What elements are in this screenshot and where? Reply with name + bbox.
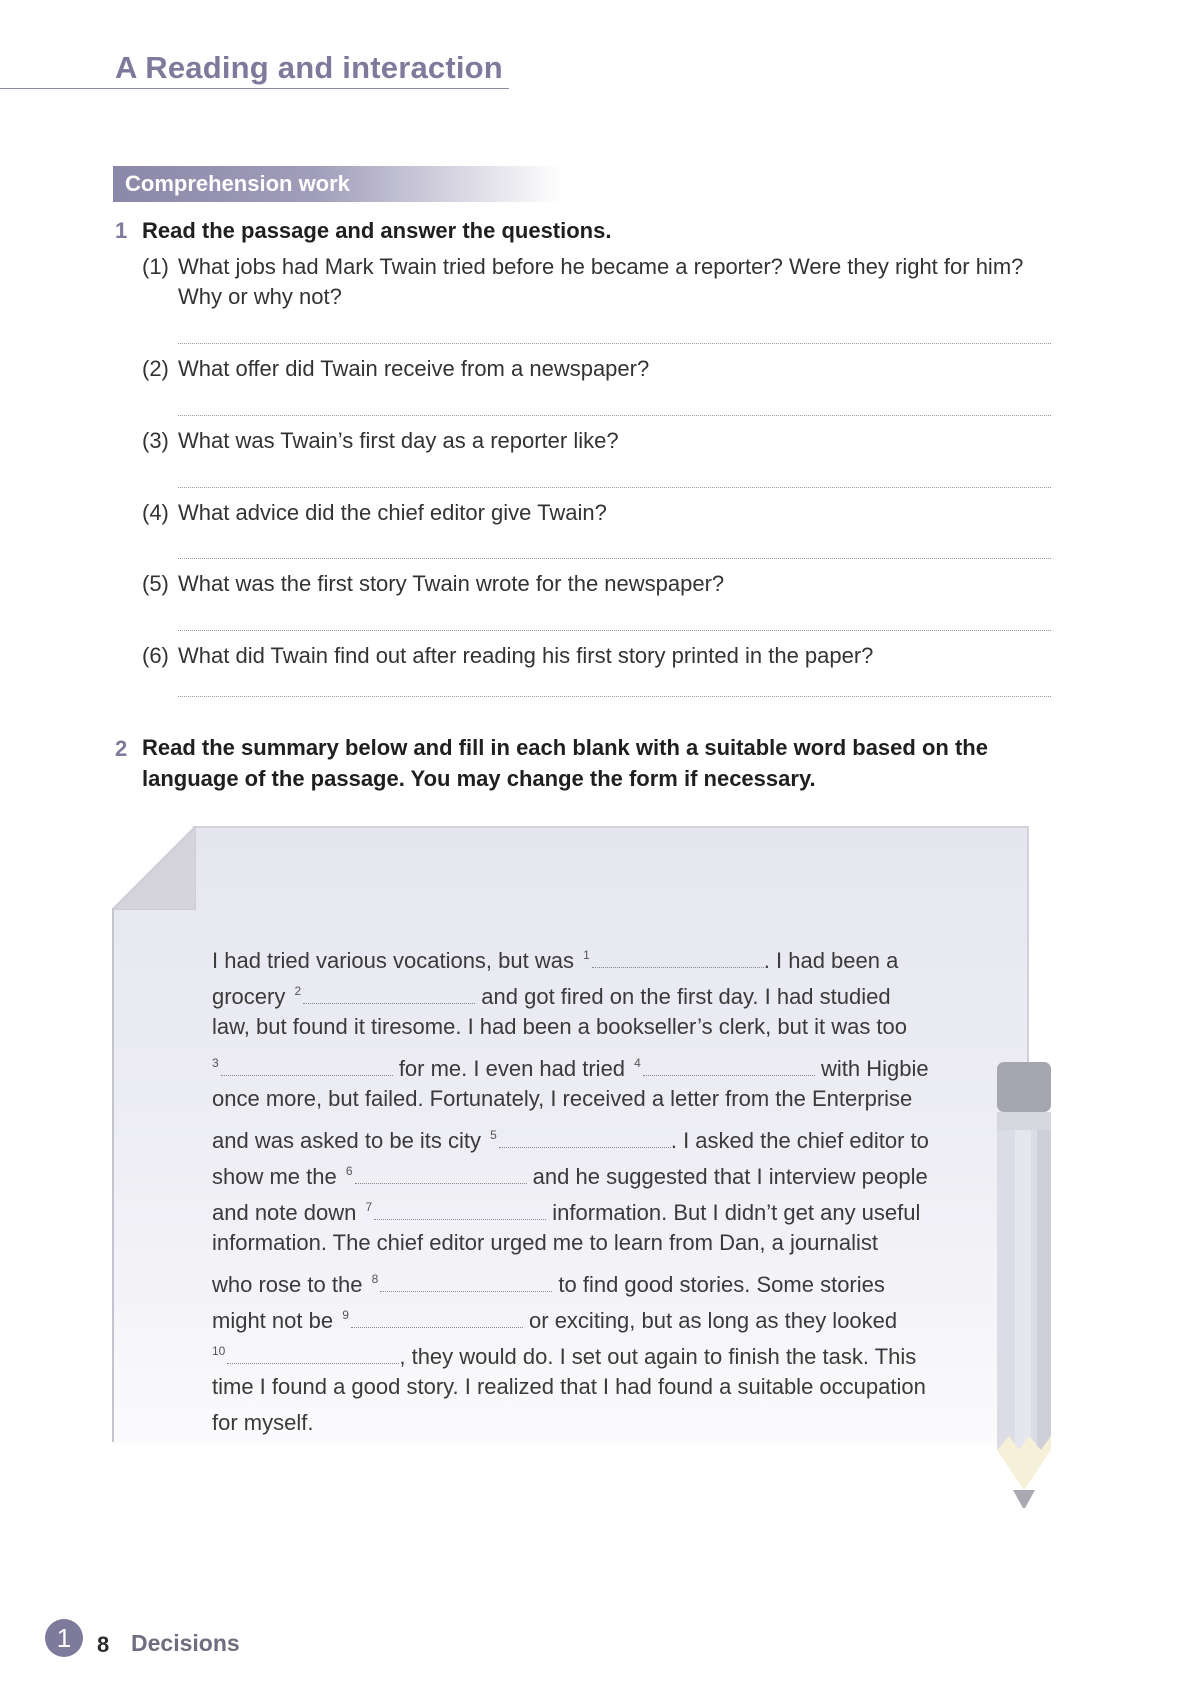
summary-line: grocery $^2$ and got fired on the first day. I had studied	[212, 984, 891, 1009]
summary-line: show me the $^6$ and he suggested that I interview people	[212, 1164, 928, 1189]
question-text: What was the first story Twain wrote for the newspaper?	[178, 571, 725, 596]
summary-line: for myself.	[212, 1410, 314, 1435]
blank-number: 6	[345, 1164, 353, 1178]
blank-8[interactable]	[380, 1273, 552, 1292]
blank-10[interactable]	[227, 1345, 399, 1364]
summary-line: who rose to the $^8$ to find good stories. Some stories	[212, 1272, 885, 1297]
question-text: What jobs had Mark Twain tried before he became a reporter? Were they right for him? Why or why not?	[178, 254, 1024, 309]
blank-1[interactable]	[592, 949, 764, 968]
answer-line-4[interactable]	[178, 558, 1051, 559]
task1-instruction: Read the passage and answer the questions.	[142, 218, 612, 243]
blank-5[interactable]	[499, 1129, 671, 1148]
summary-line: might not be $^9$ or exciting, but as long as they looked	[212, 1308, 898, 1333]
summary-line: $^3$ for me. I even had tried $^4$ with Higbie	[212, 1056, 929, 1081]
question-number: (1)	[142, 254, 169, 279]
blank-number: 7	[365, 1200, 373, 1214]
blank-4[interactable]	[643, 1057, 815, 1076]
question-number: (3)	[142, 428, 169, 453]
question-text: What was Twain’s first day as a reporter like?	[178, 428, 619, 453]
comprehension-banner	[113, 166, 563, 202]
summary-line: information. The chief editor urged me to learn from Dan, a journalist	[212, 1230, 879, 1255]
blank-number: 2	[294, 984, 302, 998]
blank-6[interactable]	[355, 1165, 527, 1184]
summary-line: once more, but failed. Fortunately, I received a letter from the Enterprise	[212, 1086, 913, 1111]
unit-badge: 1	[45, 1619, 83, 1657]
question-number: (4)	[142, 500, 169, 525]
summary-line: I had tried various vocations, but was $^1$ . I had been a	[212, 948, 899, 973]
section-title: A Reading and interaction	[115, 50, 503, 85]
summary-line: and note down $^7$ information. But I didn’t get any useful	[212, 1200, 921, 1225]
question-number: (5)	[142, 571, 169, 596]
summary-text	[212, 937, 932, 1441]
blank-number: 9	[342, 1308, 349, 1322]
blank-3[interactable]	[221, 1057, 393, 1076]
task2-instruction: Read the summary below and fill in each blank with a suitable word based on the language of the passage. You may change the form if necessary.	[142, 735, 988, 791]
page-number: 8	[97, 1632, 110, 1657]
blank-number: 4	[634, 1056, 641, 1070]
question-text: What offer did Twain receive from a newspaper?	[178, 356, 650, 381]
folded-corner	[112, 826, 196, 910]
blank-7[interactable]	[374, 1201, 546, 1220]
summary-line: time I found a good story. I realized that I had found a suitable occupation	[212, 1374, 926, 1399]
question-text: What advice did the chief editor give Twain?	[178, 500, 607, 525]
question-number: (2)	[142, 356, 169, 381]
task2-number: 2	[115, 736, 128, 761]
blank-9[interactable]	[351, 1309, 523, 1328]
blank-2[interactable]	[303, 985, 475, 1004]
answer-line-6[interactable]	[178, 696, 1051, 697]
blank-number: 3	[212, 1056, 219, 1070]
blank-number: 5	[490, 1128, 497, 1142]
blank-number: 10	[212, 1344, 226, 1358]
answer-line-2[interactable]	[178, 415, 1051, 416]
summary-line: $^{10}$ , they would do. I set out again to finish the task. This	[212, 1344, 917, 1369]
paper-left-edge	[112, 908, 114, 1442]
blank-number: 8	[371, 1272, 379, 1286]
title-rule	[0, 88, 509, 89]
answer-line-1[interactable]	[178, 343, 1051, 344]
banner-label: Comprehension work	[125, 171, 350, 196]
question-number: (6)	[142, 643, 169, 668]
question-text: What did Twain find out after reading his first story printed in the paper?	[178, 643, 874, 668]
pencil-icon	[995, 1058, 1053, 1508]
answer-line-3[interactable]	[178, 487, 1051, 488]
unit-name: Decisions	[131, 1630, 240, 1656]
blank-number: 1	[583, 948, 590, 962]
summary-line: law, but found it tiresome. I had been a bookseller’s clerk, but it was too	[212, 1014, 908, 1039]
task1-number: 1	[115, 218, 128, 243]
answer-line-5[interactable]	[178, 630, 1051, 631]
summary-line: and was asked to be its city $^5$ . I asked the chief editor to	[212, 1128, 929, 1153]
